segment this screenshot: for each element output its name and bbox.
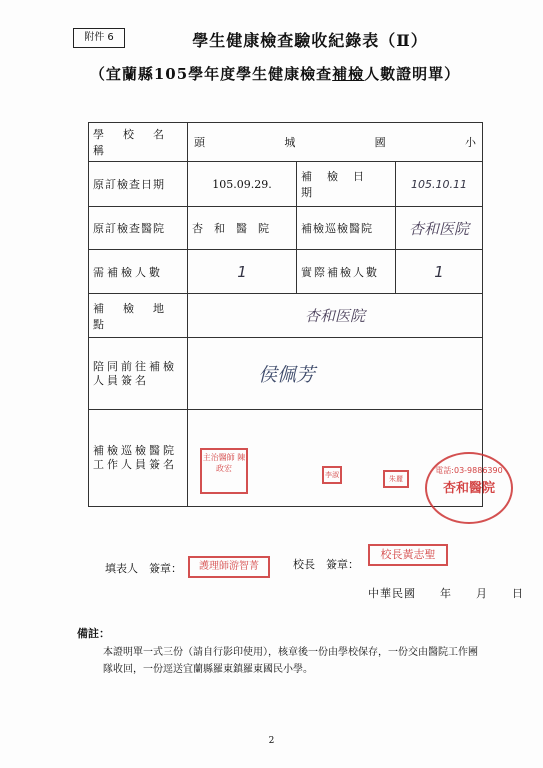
location-value: 杏和医院 xyxy=(188,294,483,338)
notes-heading: 備註： xyxy=(77,627,110,640)
school-label: 學 校 名 稱 xyxy=(89,123,188,162)
orig-date-label: 原訂檢查日期 xyxy=(89,162,188,207)
seal-stamp-2: 朱麗 xyxy=(383,470,409,488)
makeup-date-label: 補 檢 日 期 xyxy=(297,162,396,207)
subtitle-pre: （宜蘭縣105學年度學生健康檢查 xyxy=(89,65,333,83)
principal-stamp: 校長黃志聖 xyxy=(368,544,448,566)
hospital-seal-name: 杏和醫院 xyxy=(442,481,495,496)
actual-count-value: 1 xyxy=(396,250,483,294)
filler-stamp: 護理師游智菁 xyxy=(188,556,270,578)
date-line: 中華民國 年 月 日 xyxy=(368,587,524,600)
row-staff xyxy=(89,410,483,507)
page-title: 學生健康檢查驗收紀錄表（Ⅱ） xyxy=(192,31,428,50)
orig-hospital-value: 杏 和 醫 院 xyxy=(188,207,297,250)
hospital-seal xyxy=(425,452,513,524)
notes-line-2: 隊收回，一份逕送宜蘭縣羅東鎮羅東國民小學。 xyxy=(103,664,313,675)
escort-signature: 侯佩芳 xyxy=(188,338,483,410)
seal-stamp-1: 李淑 xyxy=(322,466,342,484)
escort-label: 陪同前往補檢人員簽名 xyxy=(89,338,188,410)
attachment-label: 附件 6 xyxy=(73,28,125,48)
page-number: 2 xyxy=(268,736,275,746)
row-location xyxy=(89,294,483,338)
row-dates xyxy=(89,162,483,207)
school-char-3: 國 xyxy=(374,136,386,149)
subtitle-underlined: 補檢 xyxy=(332,65,365,83)
actual-count-label: 實際補檢人數 xyxy=(297,250,396,294)
principal-label: 校長 簽章： xyxy=(293,558,359,571)
subtitle-post: 人數證明單） xyxy=(364,65,461,83)
row-hospitals xyxy=(89,207,483,250)
orig-date-value: 105.09.29. xyxy=(188,162,297,207)
required-count-value: 1 xyxy=(188,250,297,294)
hospital-phone: 電話:03-9886390 xyxy=(435,466,503,475)
filler-label: 填表人 簽章： xyxy=(105,562,182,575)
school-char-4: 小 xyxy=(464,136,476,149)
row-escort xyxy=(89,338,483,410)
orig-hospital-label: 原訂檢查醫院 xyxy=(89,207,188,250)
page-subtitle xyxy=(60,63,490,84)
doctor-stamp: 主治醫師 陳政宏 xyxy=(200,448,248,494)
location-label: 補 檢 地 點 xyxy=(89,294,188,338)
row-school xyxy=(89,123,483,162)
row-counts xyxy=(89,250,483,294)
school-char-1: 頭 xyxy=(194,136,205,149)
school-char-2: 城 xyxy=(284,136,296,149)
required-count-label: 需補檢人數 xyxy=(89,250,188,294)
notes-line-1: 本證明單一式三份（請自行影印使用），核章後一份由學校保存，一份交由醫院工作團 xyxy=(103,647,478,658)
makeup-date-value: 105.10.11 xyxy=(396,162,483,207)
staff-label: 補檢巡檢醫院工作人員簽名 xyxy=(89,410,188,507)
school-value xyxy=(188,123,483,162)
makeup-hospital-value: 杏和医院 xyxy=(396,207,483,250)
form-table xyxy=(88,122,483,507)
makeup-hospital-label: 補檢巡檢醫院 xyxy=(297,207,396,250)
